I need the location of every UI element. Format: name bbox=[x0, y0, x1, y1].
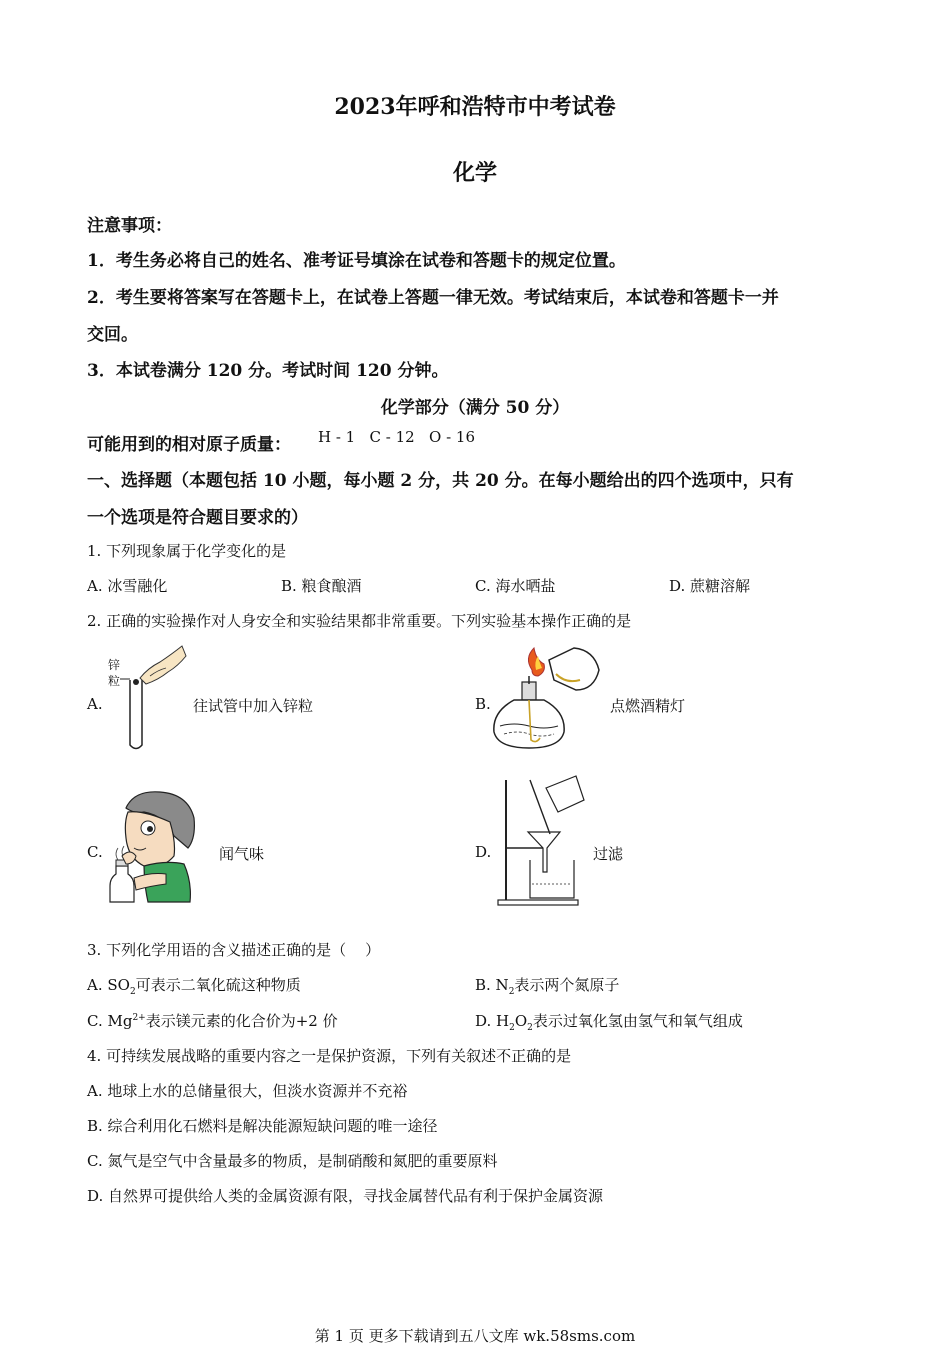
q2-option-a-letter: A. bbox=[87, 695, 103, 713]
q2-option-c-caption: 闻气味 bbox=[219, 845, 265, 863]
hand bbox=[140, 646, 186, 684]
bottle bbox=[110, 866, 134, 902]
q3-option-a: A. $SO_2$可表示二氧化硫这种物质 bbox=[87, 976, 301, 997]
q2-option-a-caption: 往试管中加入锌粒 bbox=[193, 697, 314, 715]
q2-option-b-letter: B. bbox=[475, 695, 491, 713]
beaker bbox=[530, 860, 574, 898]
q4-option-c: C. 氮气是空气中含量最多的物质，是制硝酸和氮肥的重要原料 bbox=[87, 1152, 498, 1170]
q1-option-d: D. 蔗糖溶解 bbox=[669, 577, 751, 595]
q2-option-b-caption: 点燃酒精灯 bbox=[610, 697, 686, 715]
q2-stem: 2. 正确的实验操作对人身安全和实验结果都非常重要。下列实验基本操作正确的是 bbox=[87, 612, 632, 630]
zinc-label-2: 粒 bbox=[108, 674, 121, 688]
q1-option-b: B. 粮食酿酒 bbox=[281, 577, 362, 595]
part1-heading-cont: 一个选项是符合题目要求的） bbox=[87, 508, 308, 528]
q4-option-d: D. 自然界可提供给人类的金属资源有限，寻找金属替代品有利于保护金属资源 bbox=[87, 1187, 604, 1205]
funnel bbox=[528, 832, 560, 872]
notice-item-3: 3．本试卷满分 120 分。考试时间 120 分钟。 bbox=[87, 361, 449, 381]
zinc-label-1: 锌 bbox=[108, 658, 121, 672]
notice-item-2-cont: 交回。 bbox=[87, 325, 138, 345]
notice-item-1: 1．考生务必将自己的姓名、准考证号填涂在试卷和答题卡的规定位置。 bbox=[87, 251, 626, 271]
test-tube bbox=[130, 680, 142, 749]
filtration-figure bbox=[494, 776, 594, 910]
q2-option-d-letter: D. bbox=[475, 843, 492, 861]
notice-heading: 注意事项： bbox=[87, 216, 172, 236]
wick-holder bbox=[522, 682, 536, 700]
atomic-mass-label: 可能用到的相对原子质量： bbox=[87, 435, 291, 455]
q3-option-c: C. $Mg^{2+}$表示镁元素的化合价为+2 价 bbox=[87, 1012, 338, 1030]
q2-option-d-caption: 过滤 bbox=[593, 845, 624, 863]
q4-stem: 4. 可持续发展战略的重要内容之一是保护资源，下列有关叙述不正确的是 bbox=[87, 1047, 572, 1065]
pouring-lamp bbox=[549, 648, 599, 690]
pouring-beaker bbox=[546, 776, 584, 812]
notice-item-2: 2．考生要将答案写在答题卡上，在试卷上答题一律无效。考试结束后，本试卷和答题卡一并 bbox=[87, 288, 779, 308]
q4-option-a: A. 地球上水的总储量很大，但淡水资源并不充裕 bbox=[87, 1082, 408, 1100]
q1-option-a: A. 冰雪融化 bbox=[87, 577, 168, 595]
smelling-figure bbox=[104, 786, 204, 906]
q1-option-c: C. 海水晒盐 bbox=[475, 577, 556, 595]
q3-stem: 3. 下列化学用语的含义描述正确的是（ ） bbox=[87, 941, 381, 959]
zinc-granule bbox=[133, 679, 139, 685]
page-footer: 第 1 页 更多下载请到五八文库 wk.58sms.com bbox=[314, 1327, 636, 1345]
stand-base bbox=[498, 900, 578, 905]
exam-title: 2023年呼和浩特市中考试卷 bbox=[334, 94, 616, 120]
q3-option-d: D. $H_2O_2$表示过氧化氢由氢气和氧气组成 bbox=[475, 1012, 743, 1033]
part1-heading: 一、选择题（本题包括 10 小题，每小题 2 分，共 20 分。在每小题给出的四个选项中，只有 bbox=[87, 471, 794, 491]
q2-option-c-letter: C. bbox=[87, 843, 103, 861]
zinc-test-tube-figure bbox=[120, 640, 190, 755]
q3-option-b: B. $N_2$表示两个氮原子 bbox=[475, 976, 620, 997]
q1-stem: 1. 下列现象属于化学变化的是 bbox=[87, 542, 287, 560]
section-title: 化学部分（满分 50 分） bbox=[380, 398, 570, 418]
alcohol-lamp-figure bbox=[494, 640, 609, 755]
atomic-mass-values: H - 1 C - 12 O - 16 bbox=[318, 428, 475, 446]
q4-option-b: B. 综合利用化石燃料是解决能源短缺问题的唯一途径 bbox=[87, 1117, 438, 1135]
subject-title: 化学 bbox=[452, 160, 497, 186]
